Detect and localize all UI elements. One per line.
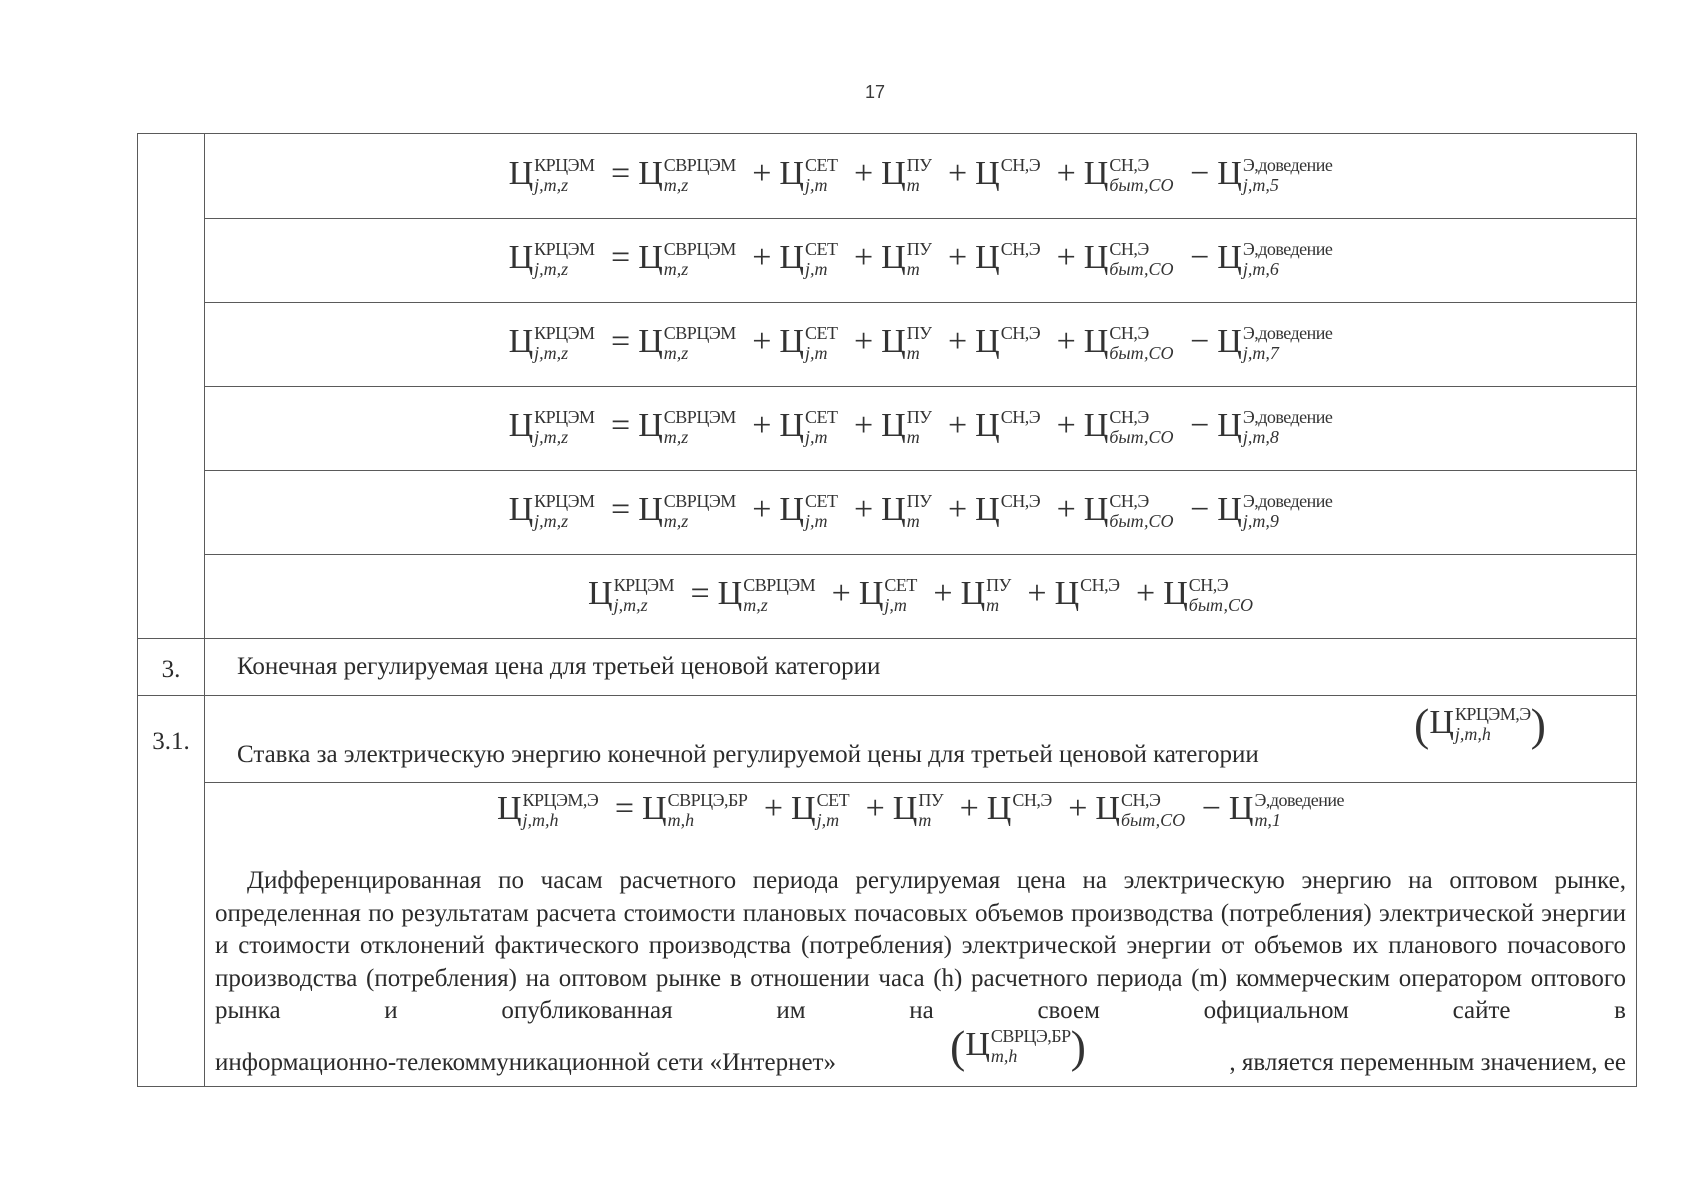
- formula-8: Ц КРЦЭМ j,m,z = Ц СВРЦЭМ m,z + Ц СЕТ j,m + Ц ПУ m + Ц СН,Э + Ц СН,Э быт,СО − Ц Э,доведение j,m,8: [508, 406, 1333, 447]
- paragraph-last-line: [215, 1020, 1626, 1086]
- number-cell-empty: [138, 134, 205, 219]
- number-cell-empty: [138, 302, 205, 386]
- paragraph-last-left: информационно-телекоммуникационной сети «Интернет»: [215, 1049, 836, 1076]
- formula-9: Ц КРЦЭМ j,m,z = Ц СВРЦЭМ m,z + Ц СЕТ j,m + Ц ПУ m + Ц СН,Э + Ц СН,Э быт,СО − Ц Э,доведение j,m,9: [508, 490, 1333, 531]
- paragraph-last-right: , является переменным значением, ее: [1229, 1049, 1626, 1076]
- formula-base: Ц КРЦЭМ j,m,z = Ц СВРЦЭМ m,z + Ц СЕТ j,m + Ц ПУ m + Ц СН,Э + Ц СН,Э быт,СО: [588, 575, 1253, 616]
- section-row-3: [138, 639, 1637, 696]
- equals-sign: =: [611, 154, 631, 192]
- formula-row-5: [138, 134, 1637, 219]
- inline-formula-kre: (Ц КРЦЭМ,Э j,m,h ): [1413, 699, 1546, 750]
- formula-5: Ц КРЦЭМ j,m,z = Ц СВРЦЭМ m,z + Ц СЕТ j,m + Ц ПУ m + Ц СН,Э + Ц СН,Э быт,СО − Ц Э,доведение j,m,5: [508, 154, 1333, 195]
- formula-row-6: [138, 218, 1637, 302]
- section-number: 3.1.: [138, 696, 205, 783]
- formula-row-9: [138, 470, 1637, 554]
- section-row-3-1: [138, 696, 1637, 783]
- formula-row-8: [138, 386, 1637, 470]
- paragraph: [205, 831, 1636, 1086]
- number-cell-empty: [138, 470, 205, 554]
- page-number: 17: [864, 82, 886, 102]
- section-row-3-1-body: [138, 783, 1637, 1087]
- number-cell-empty: [138, 218, 205, 302]
- section-title: Конечная регулируемая цена для третьей ценовой категории: [205, 639, 1637, 696]
- formula-kre: Ц КРЦЭМ,Э j,m,h = Ц СВРЦЭ,БР m,h + Ц СЕТ j,m + Ц ПУ m + Ц СН,Э + Ц СН,Э быт,СО − Ц Э,доведение m,1: [496, 789, 1345, 830]
- number-cell-empty: [138, 783, 205, 1087]
- number-cell-empty: [138, 386, 205, 470]
- number-cell-empty: [138, 554, 205, 639]
- formula-row-7: [138, 302, 1637, 386]
- price-formula-table: [137, 133, 1637, 1087]
- paragraph-body: Дифференцированная по часам расчетного периода регулируемая цена на электрическую энергию на оптовом рынке, определенная по результатам расчета стоимости плановых почасовых объемов производства (потребления) электрической энергии и стоимости отклонений фактического производства (потребления) электрической энергии от объемов их планового почасового производства (потребления) на оптовом рынке в отношении часа (h) расчетного периода (m) коммерческим оператором оптового рынка и опубликованная им на своем официальном сайте в: [215, 867, 1626, 1024]
- inline-formula-svrbr: (Ц СВРЦЭ,БР m,h ): [950, 1020, 1086, 1072]
- formula-6: Ц КРЦЭМ j,m,z = Ц СВРЦЭМ m,z + Ц СЕТ j,m + Ц ПУ m + Ц СН,Э + Ц СН,Э быт,СО − Ц Э,доведение j,m,6: [508, 238, 1333, 279]
- formula-row-base: [138, 554, 1637, 639]
- price-symbol: Ц: [508, 154, 534, 192]
- section-number: 3.: [138, 639, 205, 696]
- subsection-title: Ставка за электрическую энергию конечной регулируемой цены для третьей ценовой категории: [237, 741, 1259, 768]
- formula-7: Ц КРЦЭМ j,m,z = Ц СВРЦЭМ m,z + Ц СЕТ j,m + Ц ПУ m + Ц СН,Э + Ц СН,Э быт,СО − Ц Э,доведение j,m,7: [508, 322, 1333, 363]
